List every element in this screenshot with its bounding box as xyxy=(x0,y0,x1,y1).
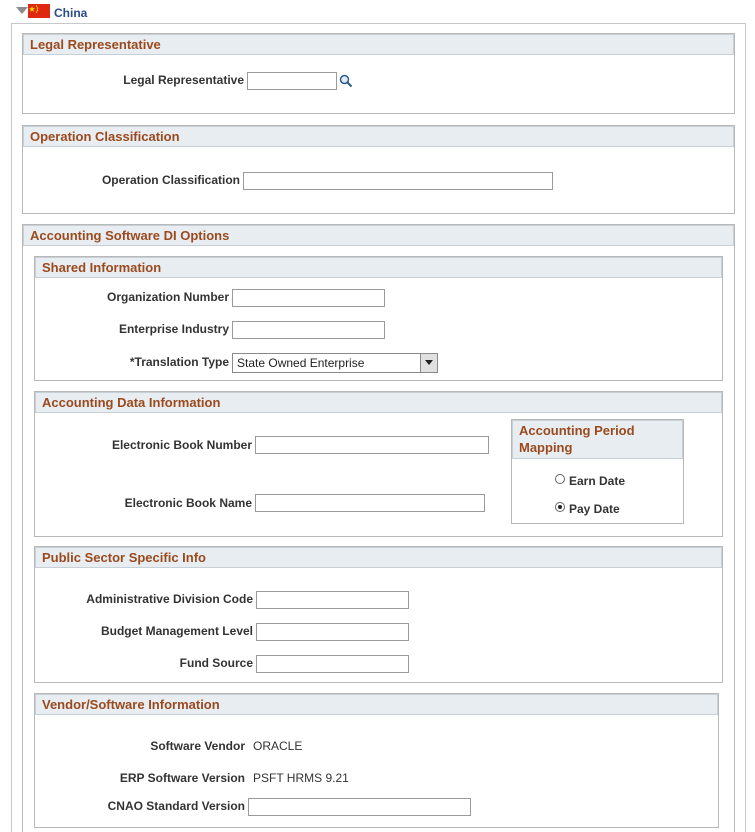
operation-classification-label: Operation Classification xyxy=(101,173,240,187)
frame-left-border xyxy=(11,24,12,832)
electronic-book-number-label: Electronic Book Number xyxy=(111,438,252,452)
translation-type-select[interactable] xyxy=(232,353,438,373)
pay-date-radio[interactable] xyxy=(555,502,565,512)
pay-date-label[interactable]: Pay Date xyxy=(569,502,620,516)
collapse-toggle[interactable] xyxy=(14,4,88,22)
organization-number-label: Organization Number xyxy=(106,290,229,304)
legal-representative-label: Legal Representative xyxy=(123,73,244,87)
electronic-book-number-input[interactable] xyxy=(255,436,489,454)
electronic-book-name-label: Electronic Book Name xyxy=(124,496,252,510)
erp-software-version-value: PSFT HRMS 9.21 xyxy=(253,771,349,785)
period-mapping-title-line2: Mapping xyxy=(519,440,573,455)
accounting-software-header: Accounting Software DI Options xyxy=(23,225,734,246)
admin-division-code-input[interactable] xyxy=(256,591,409,609)
shared-information-header: Shared Information xyxy=(35,257,722,278)
cnao-standard-version-input[interactable] xyxy=(248,798,471,816)
legal-representative-header: Legal Representative xyxy=(23,34,734,55)
china-flag-icon xyxy=(28,4,50,18)
enterprise-industry-label: Enterprise Industry xyxy=(118,322,229,336)
search-icon[interactable] xyxy=(339,74,353,88)
fund-source-label: Fund Source xyxy=(179,656,253,670)
public-sector-header: Public Sector Specific Info xyxy=(35,547,722,568)
legal-representative-input[interactable] xyxy=(247,72,337,90)
frame-right-border xyxy=(745,24,746,832)
software-vendor-value: ORACLE xyxy=(253,739,303,753)
accounting-data-header: Accounting Data Information xyxy=(35,392,722,413)
frame-top-border xyxy=(11,23,746,24)
earn-date-radio[interactable] xyxy=(555,474,565,484)
admin-division-code-label: Administrative Division Code xyxy=(86,592,253,606)
electronic-book-name-input[interactable] xyxy=(255,494,485,512)
enterprise-industry-input[interactable] xyxy=(232,321,385,339)
chevron-down-icon[interactable] xyxy=(420,354,437,372)
collapse-arrow-icon xyxy=(16,7,28,14)
budget-management-level-label: Budget Management Level xyxy=(100,624,253,638)
translation-type-value: State Owned Enterprise xyxy=(237,356,365,370)
vendor-software-header: Vendor/Software Information xyxy=(35,694,718,715)
operation-classification-input[interactable] xyxy=(243,172,553,190)
translation-type-label: *Translation Type xyxy=(129,355,229,369)
operation-classification-header: Operation Classification xyxy=(23,126,734,147)
earn-date-label[interactable]: Earn Date xyxy=(569,474,626,488)
software-vendor-label: Software Vendor xyxy=(150,739,245,753)
budget-management-level-input[interactable] xyxy=(256,623,409,641)
period-mapping-title-line1: Accounting Period xyxy=(519,423,635,438)
cnao-standard-version-label: CNAO Standard Version xyxy=(107,799,245,813)
period-mapping-header xyxy=(512,420,683,459)
erp-software-version-label: ERP Software Version xyxy=(119,771,245,785)
fund-source-input[interactable] xyxy=(256,655,409,673)
organization-number-input[interactable] xyxy=(232,289,385,307)
section-title-china[interactable]: China xyxy=(54,6,88,20)
